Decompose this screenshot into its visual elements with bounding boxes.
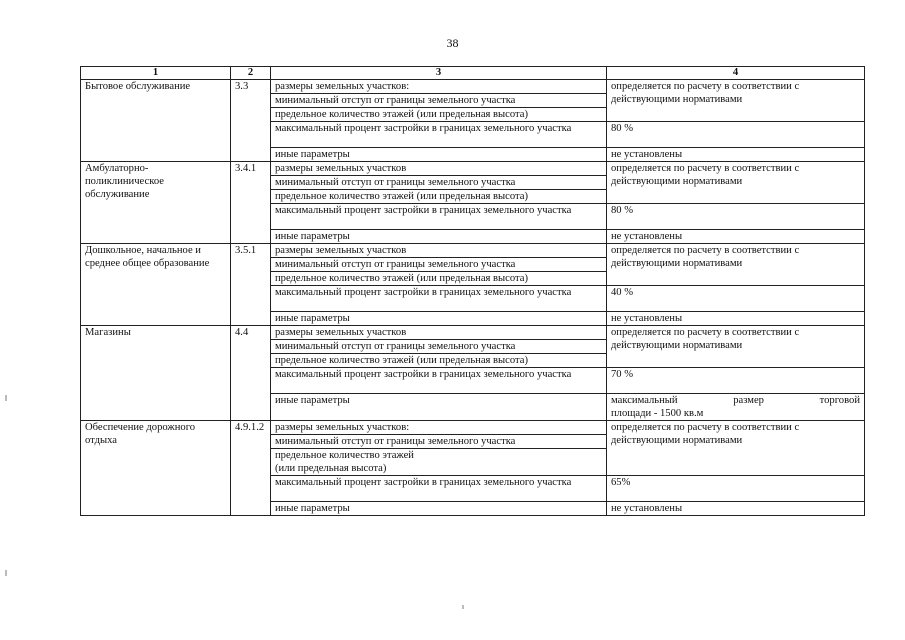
header-cell-4: 4 bbox=[607, 67, 865, 80]
percent-value: 80 % bbox=[607, 122, 865, 148]
use-type-name: Амбулаторно-поликлиническое обслуживание bbox=[81, 162, 231, 244]
text-word: размер bbox=[733, 395, 764, 406]
percent-value: 70 % bbox=[607, 368, 865, 394]
percent-value: 80 % bbox=[607, 204, 865, 230]
use-type-name: Магазины bbox=[81, 326, 231, 421]
parameter-label: размеры земельных участков bbox=[271, 326, 607, 340]
page-number: 38 bbox=[446, 36, 459, 50]
table-row bbox=[81, 421, 865, 435]
parameter-label: предельное количество этажей (или предельная высота) bbox=[271, 354, 607, 368]
parameter-value: не установлены bbox=[607, 502, 865, 516]
scan-margin-mark bbox=[5, 570, 7, 576]
parameter-label: минимальный отступ от границы земельного участка bbox=[271, 94, 607, 108]
sales-area-limit: площади - 1500 кв.м bbox=[611, 408, 704, 419]
parameter-label: размеры земельных участков bbox=[271, 244, 607, 258]
parameter-label: предельное количество этажей (или предельная высота) bbox=[271, 108, 607, 122]
parameter-label: минимальный отступ от границы земельного участка bbox=[271, 258, 607, 272]
parameter-label-line: (или предельная высота) bbox=[275, 463, 387, 474]
parameter-value: определяется по расчету в соответствии с действующими нормативами bbox=[607, 162, 865, 204]
parameter-value: не установлены bbox=[607, 230, 865, 244]
parameter-value: определяется по расчету в соответствии с действующими нормативами bbox=[607, 80, 865, 122]
parameter-label: минимальный отступ от границы земельного участка bbox=[271, 340, 607, 354]
percent-value: 40 % bbox=[607, 286, 865, 312]
table-row bbox=[81, 244, 865, 258]
table-row bbox=[81, 326, 865, 340]
parameter-label: размеры земельных участков: bbox=[271, 80, 607, 94]
scan-margin-mark bbox=[5, 395, 7, 401]
parameter-value: определяется по расчету в соответствии с действующими нормативами bbox=[607, 326, 865, 368]
parameter-value: определяется по расчету в соответствии с действующими нормативами bbox=[607, 244, 865, 286]
parameter-label: размеры земельных участков: bbox=[271, 421, 607, 435]
use-type-code: 4.9.1.2 bbox=[231, 421, 271, 516]
use-type-code: 3.4.1 bbox=[231, 162, 271, 244]
sales-area-line bbox=[611, 394, 860, 407]
table-row bbox=[81, 162, 865, 176]
header-cell-1: 1 bbox=[81, 67, 231, 80]
parameter-label: иные параметры bbox=[271, 230, 607, 244]
use-type-name: Дошкольное, начальное и среднее общее образование bbox=[81, 244, 231, 326]
parameter-label: предельное количество этажей (или предельная высота) bbox=[271, 190, 607, 204]
use-type-name: Бытовое обслуживание bbox=[81, 80, 231, 162]
parameter-label: минимальный отступ от границы земельного участка bbox=[271, 176, 607, 190]
use-type-code: 3.3 bbox=[231, 80, 271, 162]
scan-dot-mark bbox=[462, 605, 464, 609]
use-type-code: 3.5.1 bbox=[231, 244, 271, 326]
parameter-value bbox=[607, 394, 865, 421]
parameter-label: максимальный процент застройки в границах земельного участка bbox=[271, 122, 607, 148]
parameter-label-line: предельное количество этажей bbox=[275, 450, 414, 461]
text-word: торговой bbox=[819, 395, 860, 406]
text-word: максимальный bbox=[611, 395, 678, 406]
use-type-name: Обеспечение дорожного отдыха bbox=[81, 421, 231, 516]
table-row bbox=[81, 80, 865, 94]
parameter-value: определяется по расчету в соответствии с действующими нормативами bbox=[607, 421, 865, 476]
header-cell-3: 3 bbox=[271, 67, 607, 80]
parameter-label: иные параметры bbox=[271, 148, 607, 162]
parameter-label: размеры земельных участков bbox=[271, 162, 607, 176]
percent-value: 65% bbox=[607, 476, 865, 502]
parameter-label bbox=[271, 449, 607, 476]
regulations-table bbox=[80, 66, 865, 516]
header-cell-2: 2 bbox=[231, 67, 271, 80]
parameter-label: минимальный отступ от границы земельного участка bbox=[271, 435, 607, 449]
parameter-label: иные параметры bbox=[271, 312, 607, 326]
parameter-label: максимальный процент застройки в границах земельного участка bbox=[271, 204, 607, 230]
use-type-code: 4.4 bbox=[231, 326, 271, 421]
parameter-label: максимальный процент застройки в границах земельного участка bbox=[271, 368, 607, 394]
table-header-row bbox=[81, 67, 865, 80]
parameter-value: не установлены bbox=[607, 312, 865, 326]
parameter-label: максимальный процент застройки в границах земельного участка bbox=[271, 286, 607, 312]
parameter-label: предельное количество этажей (или предельная высота) bbox=[271, 272, 607, 286]
parameter-label: иные параметры bbox=[271, 394, 607, 421]
parameter-label: максимальный процент застройки в границах земельного участка bbox=[271, 476, 607, 502]
parameter-label: иные параметры bbox=[271, 502, 607, 516]
parameter-value: не установлены bbox=[607, 148, 865, 162]
